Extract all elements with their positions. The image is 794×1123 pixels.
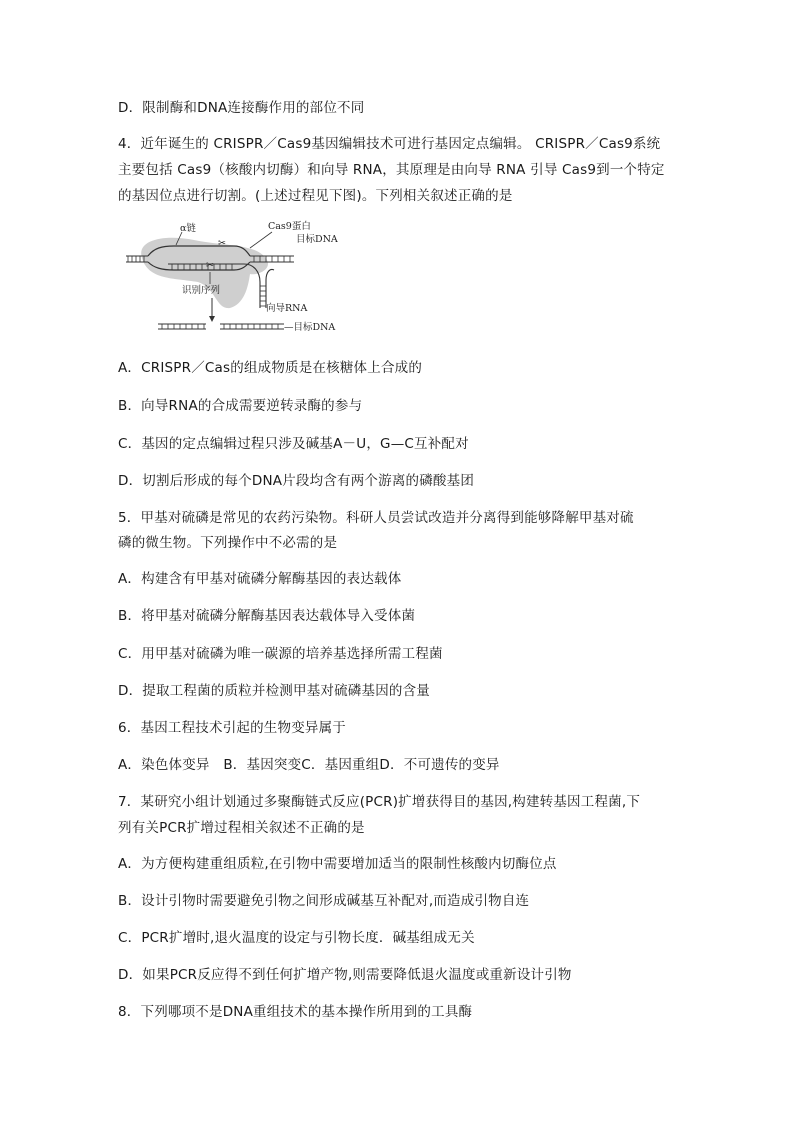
line-15: A．染色体变异 B．基因突变C．基因重组D．不可遗传的变异 <box>118 757 500 773</box>
target-dna-bottom-left-rungs <box>162 324 204 329</box>
line-3: 的基因位点进行切割。(上述过程见下图)。下列相关叙述正确的是 <box>118 188 513 204</box>
label-cas9-protein: Cas9蛋白 <box>268 221 311 232</box>
line-11: B．将甲基对硫磷分解酶基因表达载体导入受体菌 <box>118 608 416 624</box>
crispr-cas9-diagram <box>124 218 354 338</box>
line-4: A．CRISPR／Cas的组成物质是在核糖体上合成的 <box>118 360 423 376</box>
line-21: D．如果PCR反应得不到任何扩增产物,则需要降低退火温度或重新设计引物 <box>118 967 572 983</box>
diagram-svg <box>124 218 354 338</box>
cas9-protein-blob <box>141 238 268 308</box>
target-dna-bottom-right-rungs <box>224 324 278 329</box>
label-recognition-sequence: 识别序列 <box>182 285 221 296</box>
line-0: D．限制酶和DNA连接酶作用的部位不同 <box>118 100 365 116</box>
label-target-dna-bottom: —目标DNA <box>284 322 336 333</box>
line-16: 7．某研究小组计划通过多聚酶链式反应(PCR)扩增获得目的基因,构建转基因工程菌,下 <box>118 794 641 810</box>
line-19: B．设计引物时需要避免引物之间形成碱基互补配对,而造成引物自连 <box>118 893 530 909</box>
line-8: 5．甲基对硫磷是常见的农药污染物。科研人员尝试改造并分离得到能够降解甲基对硫 <box>118 510 634 526</box>
line-7: D．切割后形成的每个DNA片段均含有两个游离的磷酸基团 <box>118 473 475 489</box>
line-22: 8．下列哪项不是DNA重组技术的基本操作所用到的工具酶 <box>118 1004 473 1020</box>
label-guide-rna: 向导RNA <box>266 303 308 314</box>
scissors-icon: ✂ <box>218 238 226 249</box>
cas9-label-leader <box>250 232 272 248</box>
target-dna-top-left-rungs <box>128 256 144 262</box>
label-target-dna-top: 目标DNA <box>296 234 338 245</box>
line-17: 列有关PCR扩增过程相关叙述不正确的是 <box>118 820 365 836</box>
line-20: C．PCR扩增时,退火温度的设定与引物长度．碱基组成无关 <box>118 930 475 946</box>
line-12: C．用甲基对硫磷为唯一碳源的培养基选择所需工程菌 <box>118 646 443 662</box>
line-5: B．向导RNA的合成需要逆转录酶的参与 <box>118 398 363 414</box>
line-18: A．为方便构建重组质粒,在引物中需要增加适当的限制性核酸内切酶位点 <box>118 856 557 872</box>
line-9: 磷的微生物。下列操作中不必需的是 <box>118 535 338 551</box>
line-1: 4．近年诞生的 CRISPR／Cas9基因编辑技术可进行基因定点编辑。 CRISPR／Cas9系统 <box>118 136 661 152</box>
line-2: 主要包括 Cas9（核酸内切酶）和向导 RNA，其原理是由向导 RNA 引导 Cas9到一个特定 <box>118 162 665 178</box>
line-14: 6．基因工程技术引起的生物变异属于 <box>118 720 346 736</box>
line-13: D．提取工程菌的质粒并检测甲基对硫磷基因的含量 <box>118 683 430 699</box>
line-10: A．构建含有甲基对硫磷分解酶基因的表达载体 <box>118 571 402 587</box>
label-alpha-strand: α链 <box>180 223 196 234</box>
scissors-icon: ✂ <box>206 260 214 271</box>
line-6: C．基因的定点编辑过程只涉及碱基A－U，G—C互补配对 <box>118 436 469 452</box>
arrow-head <box>209 316 215 322</box>
